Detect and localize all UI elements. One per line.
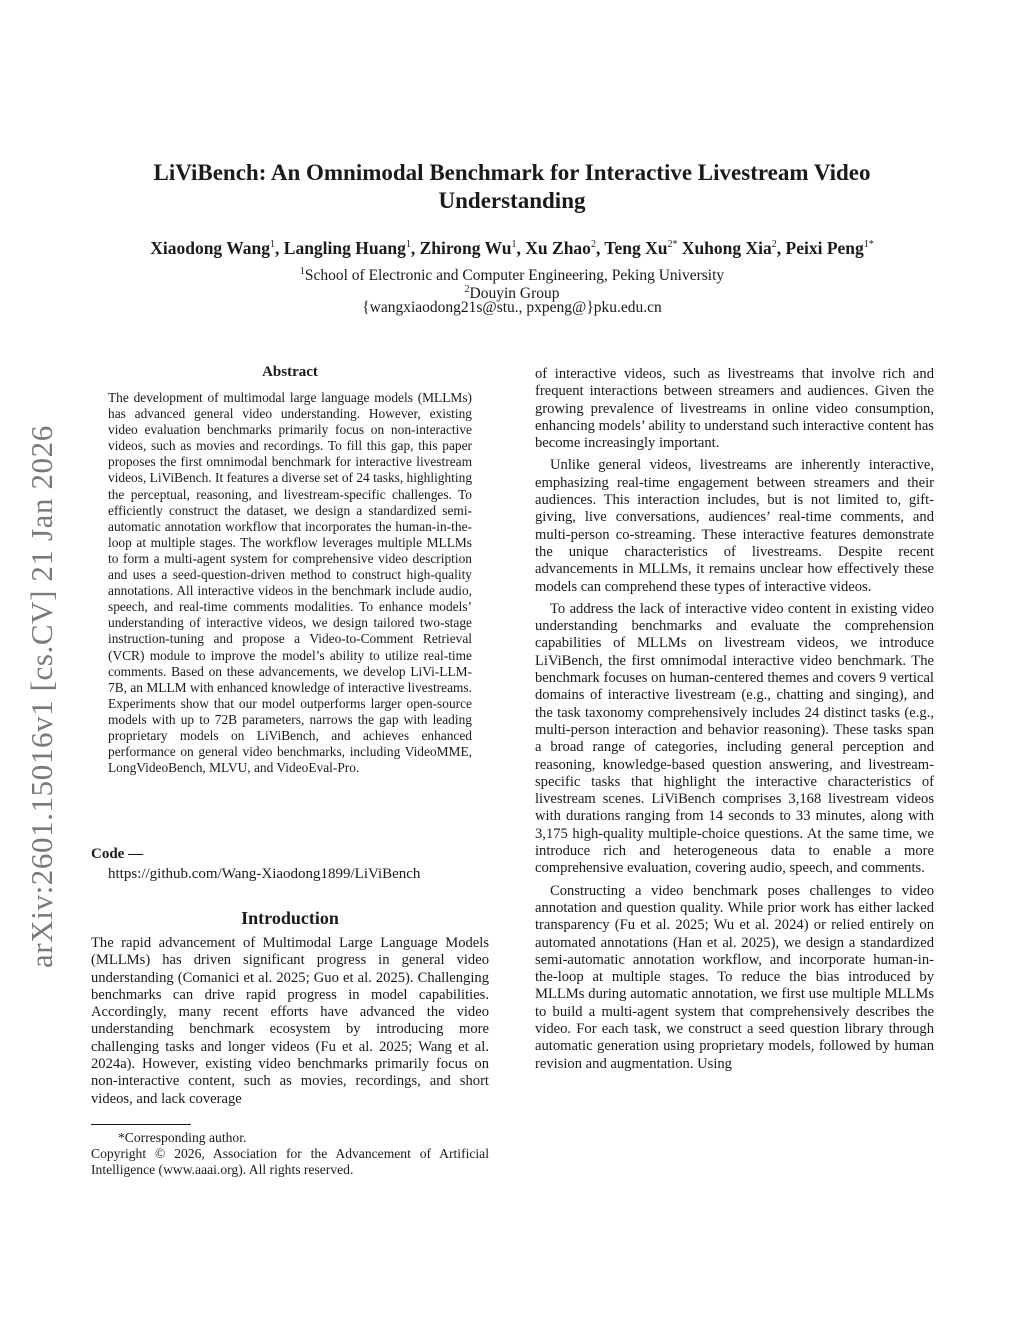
affiliation-text: School of Electronic and Computer Engineering, Peking University <box>304 267 725 285</box>
abstract-heading: Abstract <box>262 364 318 380</box>
author-affil-mark: 2 <box>590 239 596 250</box>
body-paragraph: To address the lack of interactive video content in existing video understanding benchmarks and evaluate the comprehension capabilities of MLLMs on livestream videos, we introduce LiViBench, the first omnimodal interactive video benchmark. The benchmark focuses on human-centered themes and covers 9 vertical domains of interactive livestream (e.g., chatting and singing), and the task taxonomy comprehensively includes 24 distinct tasks (e.g., multi-person interaction and behavior reasoning). These tasks span a broad range of categories, including general perception and reasoning, knowledge-based question answering, and livestream-specific tasks that highlight the interactive characteristics of livestream scenes. LiViBench comprises 3,168 livestream videos with durations ranging from 14 seconds to 33 minutes, along with 3,175 high-quality multiple-choice questions. At the same time, we introduce rich and heterogeneous data to enable a more comprehensive evaluation, covering audio, speech, and comments. <box>535 600 934 877</box>
affiliation-mark: 1 <box>299 266 305 277</box>
author-separator: , <box>776 237 786 258</box>
author-separator: , <box>516 237 526 258</box>
author: Teng Xu <box>604 237 668 258</box>
body-paragraph: Constructing a video benchmark poses challenges to video annotation and question quality. While prior work has either lacked transparency (Fu et al. 2025; Wu et al. 2024) or relied entirely on automated annotations (Han et al. 2025), we design a standardized semi-automatic annotation workflow, and incorporate human-in-the-loop at multiple stages. To reduce the bias introduced by MLLMs during automatic annotation, we first use multiple MLLMs to build a multi-agent system that comprehensively describes the video. For each task, we construct a seed question library through automatic generation using proprietary models, followed by human revision and augmentation. Using <box>535 882 934 1072</box>
abstract-text: The development of multimodal large language models (MLLMs) has advanced general video understanding. However, existing video evaluation benchmarks primarily focus on non-interactive videos, such as movies and recordings. To fill this gap, this paper proposes the first omnimodal benchmark for interactive livestream videos, LiViBench. It features a diverse set of 24 tasks, highlighting the perceptual, reasoning, and livestream-specific challenges. To efficiently construct the dataset, we design a standardized semi-automatic annotation workflow that incorporates the human-in-the-loop at multiple stages. The workflow leverages multiple MLLMs to form a multi-agent system for comprehensive video description and uses a seed-question-driven method to construct high-quality annotations. All interactive videos in the benchmark include audio, speech, and real-time comments modalities. To enhance models’ understanding of interactive videos, we design tailored two-stage instruction-tuning and propose a Video-to-Comment Retrieval (VCR) module to improve the model’s ability to utilize real-time comments. Based on these advancements, we develop LiVi-LLM-7B, an MLLM with enhanced knowledge of interactive livestreams. Experiments show that our model outperforms larger open-source models with up to 72B parameters, narrows the gap with leading proprietary models on LiViBench, and achieves enhanced performance on general video benchmarks, including VideoMME, LongVideoBench, MLVU, and VideoEval-Pro. <box>108 390 473 776</box>
author-affil-mark: 1 <box>511 239 517 250</box>
author: Xuhong Xia <box>681 237 772 258</box>
author-affil-mark: 2* <box>667 239 678 250</box>
author: Xiaodong Wang <box>150 237 271 258</box>
affiliation-mark: 2 <box>464 284 470 295</box>
author-separator: , <box>275 237 284 258</box>
author-list <box>60 234 964 259</box>
author-affil-mark: 1 <box>270 239 276 250</box>
author-affil-mark: 1* <box>863 239 874 250</box>
author: Xu Zhao <box>525 237 591 258</box>
right-column <box>535 366 934 1078</box>
author: Zhirong Wu <box>419 237 512 258</box>
author: Peixi Peng <box>785 237 864 258</box>
author-emails: {wangxiaodong21s@stu., pxpeng@}pku.edu.cn <box>362 299 662 316</box>
introduction-heading: Introduction <box>241 908 339 928</box>
corresponding-author-footnote: *Corresponding author. <box>118 1130 247 1145</box>
body-paragraph: Unlike general videos, livestreams are inherently interactive, emphasizing real-time engagement between streamers and their audiences. This interaction includes, but is not limited to, gift-giving, live conversations, audiences’ real-time comments, and multi-person co-streaming. These interactive features demonstrate the unique characteristics of livestreams. Despite recent advancements in MLLMs, it remains unclear how effectively these models can comprehend these types of interactive videos. <box>535 457 934 595</box>
affiliation-text: Douyin Group <box>469 285 560 303</box>
paper-title: LiViBench: An Omnimodal Benchmark for Interactive Livestream Video Understanding <box>153 160 871 213</box>
code-repo-link[interactable]: https://github.com/Wang-Xiaodong1899/LiViBench <box>108 866 421 882</box>
author-affil-mark: 1 <box>405 239 411 250</box>
author-separator: , <box>595 237 605 258</box>
copyright-notice: Copyright © 2026, Association for the Advancement of Artificial Intelligence (www.aaai.org). All rights reserved. <box>91 1146 489 1177</box>
body-paragraph: of interactive videos, such as livestreams that involve rich and frequent interactions between streamers and audiences. Given the growing prevalence of livestreams in online video consumption, enhancing models’ ability to understand such interactive content has become increasingly important. <box>535 366 934 452</box>
footnote-divider <box>91 1124 191 1125</box>
arxiv-stamp: arXiv:2601.15016v1 [cs.CV] 21 Jan 2026 <box>24 425 59 968</box>
code-heading: Code — <box>91 846 144 862</box>
author-separator: , <box>410 237 420 258</box>
introduction-paragraph: The rapid advancement of Multimodal Large Language Models (MLLMs) has driven significant progress in general video understanding (Comanici et al. 2025; Guo et al. 2025). Challenging benchmarks can drive rapid progress in model capabilities. Accordingly, many recent efforts have advanced the video understanding benchmark ecosystem by introducing more challenging tasks and longer videos (Fu et al. 2025; Wang et al. 2024a). However, existing video benchmarks primarily focus on non-interactive content, such as movies, recordings, and short videos, and lack coverage <box>91 935 489 1107</box>
author: Langling Huang <box>283 237 406 258</box>
author-affil-mark: 2 <box>771 239 777 250</box>
